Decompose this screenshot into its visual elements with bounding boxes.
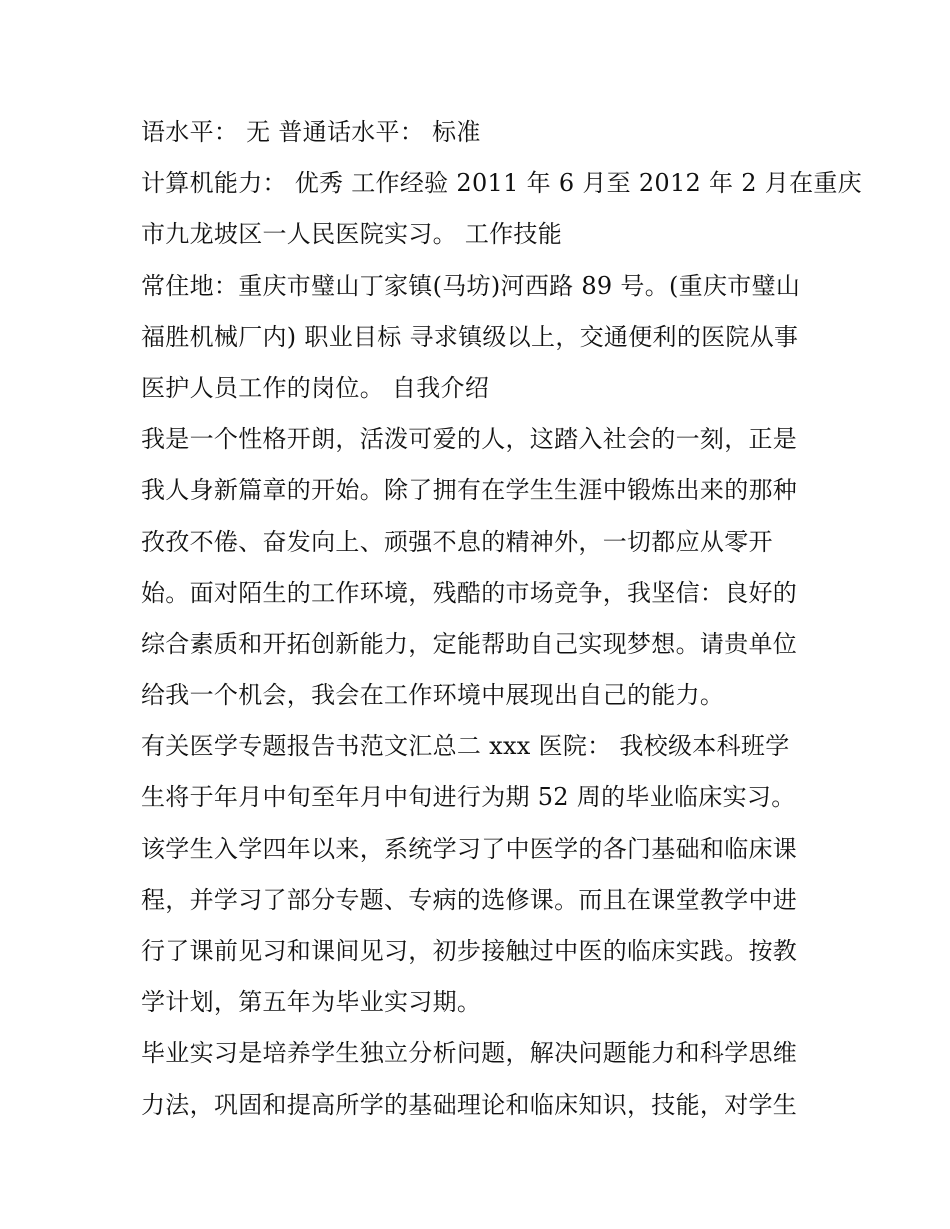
- text-line: 常住地：重庆市璧山丁家镇(马坊)河西路 89 号。(重庆市璧山: [141, 271, 801, 300]
- text-line: 始。面对陌生的工作环境，残酷的市场竞争，我坚信：良好的: [141, 578, 798, 607]
- text-line: 我是一个性格开朗，活泼可爱的人，这踏入社会的一刻，正是: [141, 425, 798, 454]
- text-line: 毕业实习是培养学生独立分析问题，解决问题能力和科学思维: [141, 1039, 798, 1068]
- text-line: 行了课前见习和课间见习，初步接触过中医的临床实践。按教: [141, 937, 798, 965]
- text-line: 福胜机械厂内) 职业目标 寻求镇级以上，交通便利的医院从事: [141, 322, 799, 351]
- text-line: 给我一个机会，我会在工作环境中展现出自己的能力。: [141, 681, 725, 710]
- text-line: 生将于年月中旬至年月中旬进行为期 52 周的毕业临床实习。: [141, 783, 796, 812]
- text-line: 医护人员工作的岗位。 自我介绍: [141, 373, 490, 402]
- text-line: 市九龙坡区一人民医院实习。 工作技能: [141, 220, 563, 249]
- document-body: [141, 107, 862, 1131]
- text-line: 该学生入学四年以来，系统学习了中医学的各门基础和临床课: [141, 834, 798, 863]
- text-line: 计算机能力： 优秀 工作经验 2011 年 6 月至 2012 年 2 月在重庆: [141, 169, 862, 198]
- text-line: 我人身新篇章的开始。除了拥有在学生生涯中锻炼出来的那种: [141, 476, 798, 505]
- text-line: 语水平： 无 普通话水平： 标准: [141, 118, 481, 146]
- text-line: 有关医学专题报告书范文汇总二 xxx 医院： 我校级本科班学: [141, 732, 790, 761]
- text-line: 学计划，第五年为毕业实习期。: [141, 988, 482, 1017]
- text-line: 程，并学习了部分专题、专病的选修课。而且在课堂教学中进: [141, 885, 798, 914]
- text-line: 孜孜不倦、奋发向上、顽强不息的精神外，一切都应从零开: [141, 527, 773, 556]
- text-line: 力法，巩固和提高所学的基础理论和临床知识，技能，对学生: [141, 1090, 798, 1119]
- text-line: 综合素质和开拓创新能力，定能帮助自己实现梦想。请贵单位: [141, 629, 798, 658]
